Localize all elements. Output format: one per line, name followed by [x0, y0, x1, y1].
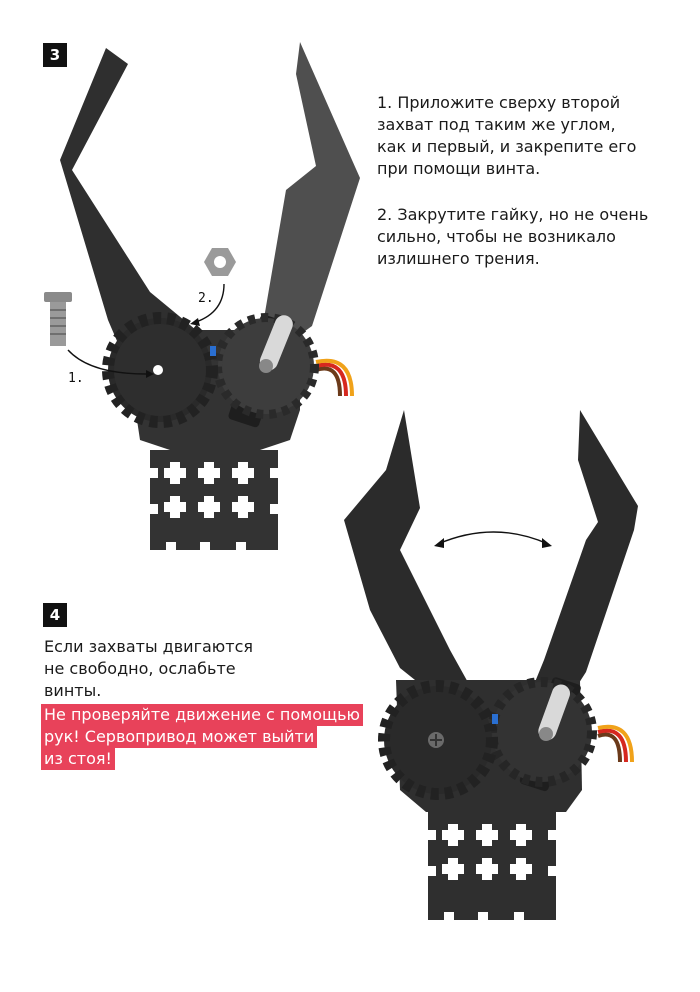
step-3-badge: 3 — [43, 43, 67, 67]
servo-wires — [598, 727, 632, 762]
instruction-1-line: при помощи винта. — [377, 159, 541, 178]
left-gear-hole — [153, 365, 163, 375]
step-4-warning — [44, 704, 363, 770]
step-3-instruction-1 — [377, 92, 636, 180]
warning-line: из стоя! — [41, 748, 115, 770]
warning-line: рук! Сервопривод может выйти — [41, 726, 317, 748]
instruction-1-line: как и первый, и закрепите его — [377, 137, 637, 156]
step-3-instruction-2 — [377, 204, 648, 270]
left-claw-arm — [60, 48, 196, 360]
left-claw-arm — [344, 410, 480, 704]
washer — [492, 714, 498, 724]
note-line: Если захваты двигаются — [44, 637, 253, 656]
horn-screw — [259, 359, 273, 373]
screw-head-icon — [428, 732, 444, 748]
horn-screw — [539, 727, 553, 741]
step-4-note — [44, 636, 253, 702]
instruction-2-line: сильно, чтобы не возникало — [377, 227, 616, 246]
instruction-1-line: 1. Приложите сверху второй — [377, 93, 621, 112]
instruction-2-line: излишнего трения. — [377, 249, 540, 268]
step-4-badge: 4 — [43, 603, 67, 627]
step-3-gripper-illustration — [0, 30, 370, 550]
instruction-2-line: 2. Закрутите гайку, но не очень — [377, 205, 649, 224]
right-claw-arm — [526, 410, 638, 704]
nut-icon — [204, 248, 236, 276]
callout-2: 2. — [198, 291, 214, 306]
note-line: не свободно, ослабьте — [44, 659, 236, 678]
arrow-2-head — [190, 318, 200, 326]
motion-arrow-head-right — [542, 538, 552, 548]
servo-wires — [316, 361, 352, 396]
screw-icon — [44, 292, 72, 346]
step-4-gripper-illustration — [330, 410, 650, 930]
instruction-1-line: захват под таким же углом, — [377, 115, 616, 134]
motion-arrow-head-left — [434, 538, 444, 548]
note-line: винты. — [44, 681, 102, 700]
warning-line: Не проверяйте движение с помощью — [41, 704, 363, 726]
motion-arrow — [438, 532, 548, 544]
washer — [210, 346, 216, 356]
right-claw-arm — [262, 42, 360, 342]
callout-1: 1. — [68, 371, 84, 386]
